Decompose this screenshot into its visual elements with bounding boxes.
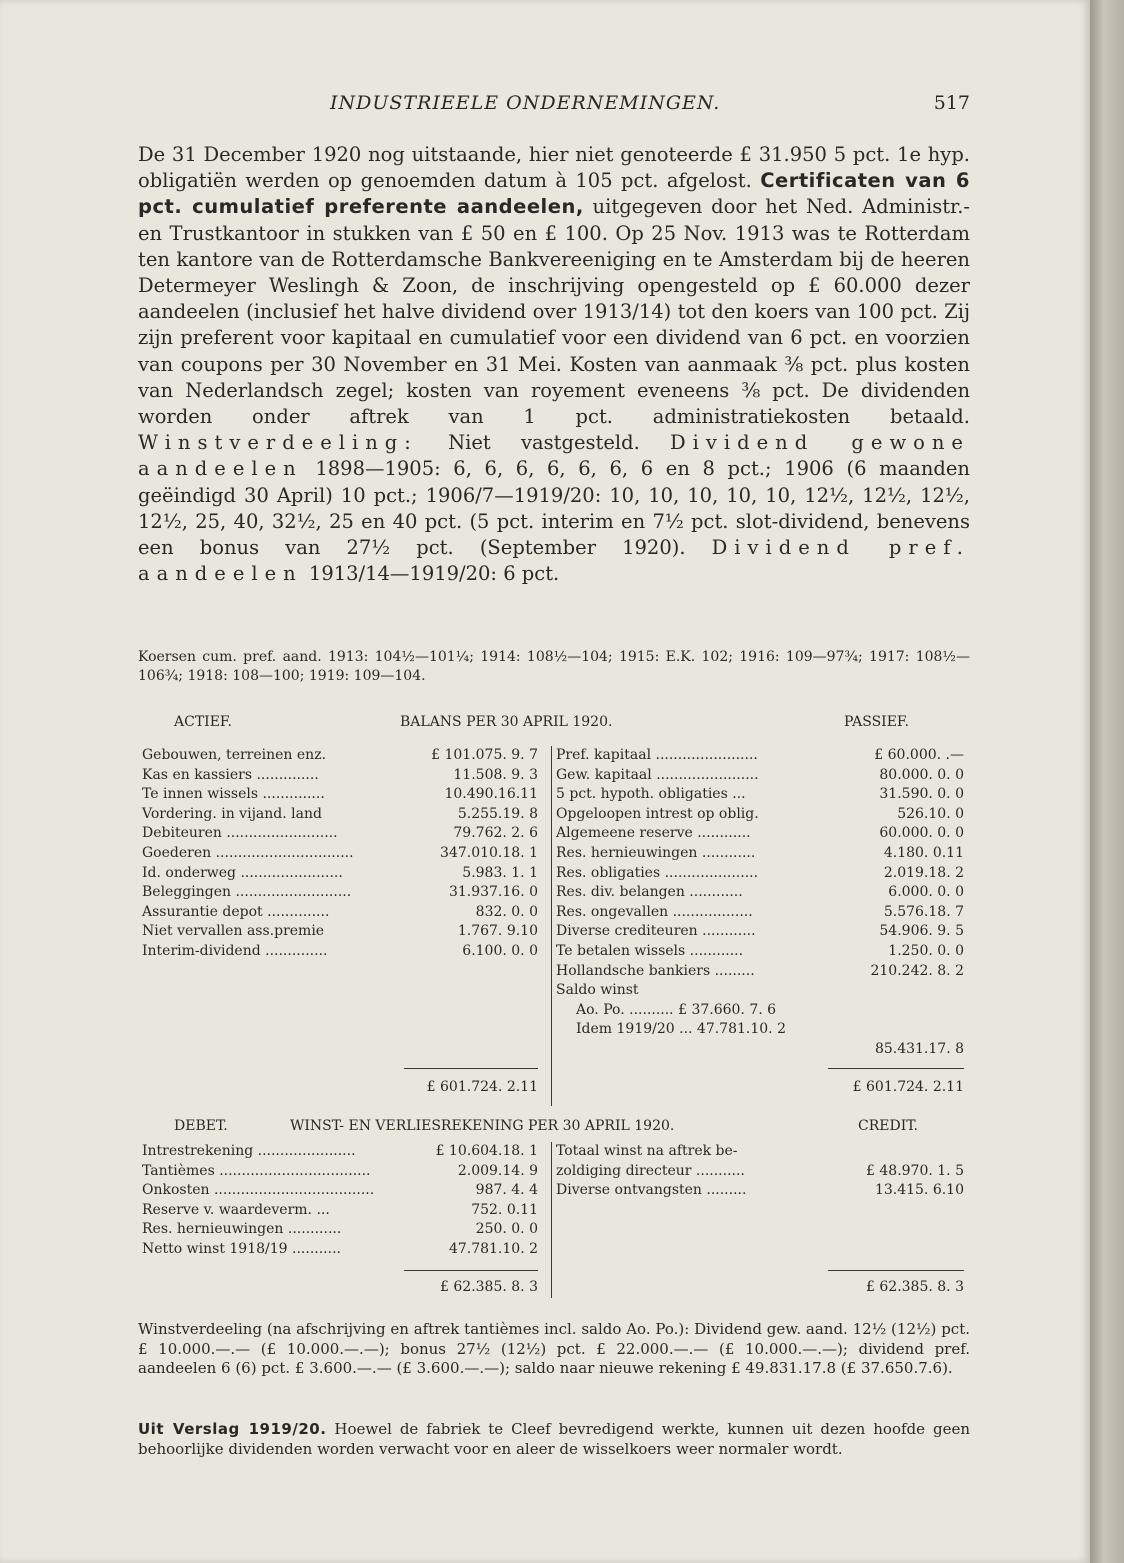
running-title: INDUSTRIEELE ONDERNEMINGEN. (330, 92, 721, 114)
passief-row-amount: 4.180. 0.11 (883, 844, 964, 861)
passief-row (556, 844, 964, 864)
passief-row-label: Res. hernieuwingen ............ (556, 844, 756, 861)
passief-row-label: Pref. kapitaal ....................... (556, 747, 758, 763)
body-paragraph (138, 142, 970, 587)
passief-row-label: Saldo winst (556, 982, 639, 999)
credit-row (556, 1181, 964, 1201)
debet-row (142, 1201, 538, 1221)
passief-row (556, 1040, 964, 1060)
passief-row (556, 903, 964, 923)
debet-row-amount: 250. 0. 0 (475, 1221, 538, 1238)
actief-row-label: Interim-dividend .............. (142, 942, 328, 959)
passief-row-amount: 54.906. 9. 5 (879, 923, 964, 940)
debet-heading: DEBET. (174, 1118, 228, 1134)
debet-total: £ 62.385. 8. 3 (440, 1279, 538, 1295)
passief-row (556, 785, 964, 805)
debet-row-amount: 47.781.10. 2 (448, 1240, 538, 1257)
credit-row (556, 1142, 964, 1162)
passief-row-amount: 2.019.18. 2 (883, 864, 964, 881)
credit-row-label: Diverse ontvangsten ......... (556, 1182, 747, 1199)
passief-row-amount: 6.000. 0. 0 (888, 884, 964, 901)
actief-row-label: Gebouwen, terreinen enz. (142, 747, 327, 763)
page-edge (1090, 0, 1124, 1563)
passief-row (556, 962, 964, 982)
actief-row (142, 785, 538, 805)
balance-sheet (138, 714, 970, 1104)
debet-row (142, 1142, 538, 1162)
passief-row (556, 864, 964, 884)
actief-row-amount: 11.508. 9. 3 (453, 766, 538, 783)
debet-row-label: Netto winst 1918/19 ........... (142, 1240, 341, 1257)
verslag-paragraph (138, 1420, 970, 1459)
koersen-paragraph: Koersen cum. pref. aand. 1913: 104½—101¼; 1914: 108½—104; 1915: E.K. 102; 1916: 109—97¾; 1917: 108½—106¾; 1918: 108—100; 1919: 109—104. (138, 649, 970, 684)
actief-row-label: Assurantie depot .............. (142, 903, 330, 920)
passief-row (556, 766, 964, 786)
actief-total: £ 601.724. 2.11 (426, 1079, 538, 1095)
credit-column (556, 1142, 964, 1201)
debet-row-amount: £ 10.604.18. 1 (435, 1143, 538, 1159)
passief-row-amount: 526.10. 0 (897, 805, 964, 822)
passief-row (556, 883, 964, 903)
actief-row-label: Beleggingen .......................... (142, 884, 352, 901)
profit-loss-account (138, 1118, 970, 1298)
actief-row-amount: 5.255.19. 8 (457, 805, 538, 822)
passief-row-label: Opgeloopen intrest op oblig. (556, 805, 759, 822)
actief-row (142, 766, 538, 786)
winstverdeeling-text: Niet vastgesteld. (417, 431, 671, 455)
actief-row (142, 844, 538, 864)
debet-column (142, 1142, 538, 1260)
passief-row-label: Te betalen wissels ............ (556, 942, 744, 959)
passief-row (556, 922, 964, 942)
debet-row-amount: 987. 4. 4 (475, 1182, 538, 1199)
body-text-1: De 31 December 1920 nog uitstaande, hier niet genoteerde £ 31.950 5 pct. 1e hyp. obligatiën werden op genoemden datum à 105 pct. afgelost. (138, 143, 970, 193)
dividend-pref-label: Dividend pref. aandeelen (138, 536, 970, 586)
body-text-2: uitgegeven door het Ned. Administr.- en Trustkantoor in stukken van £ 50 en £ 100. Op 25 Nov. 1913 was te Rotterdam ten kantore van de Rotterdamsche Bankvereeniging en te Amsterdam bij de heeren Determeyer Weslingh & Zoon, de inschrijving opengesteld op £ 60.000 dezer aandeelen (inclusief het halve dividend over 1913/14) tot den koers van 100 pct. Zij zijn preferent voor kapitaal en cumulatief voor een dividend van 6 pct. en voorzien van coupons per 30 November en 31 Mei. Kosten van aanmaak ⅜ pct. plus kosten van Nederlandsch zegel; kosten van royement eveneens ⅜ pct. De dividenden worden onder aftrek van 1 pct. administratiekosten betaald. (138, 195, 971, 429)
actief-row-amount: £ 101.075. 9. 7 (431, 747, 538, 763)
passief-row-amount: 31.590. 0. 0 (879, 786, 964, 803)
dividend-gewone-label: Dividend gewone aandeelen (138, 431, 970, 481)
actief-row-label: Vordering. in vijand. land (142, 805, 322, 822)
actief-row (142, 746, 538, 766)
credit-row-amount: 13.415. 6.10 (874, 1182, 964, 1199)
credit-row-label: Totaal winst na aftrek be- (556, 1143, 738, 1159)
passief-column (556, 746, 964, 1060)
actief-row (142, 864, 538, 884)
actief-row (142, 883, 538, 903)
actief-row-amount: 1.767. 9.10 (457, 923, 538, 940)
debet-row-amount: 752. 0.11 (471, 1201, 538, 1218)
actief-column (142, 746, 538, 962)
actief-row-label: Id. onderweg ....................... (142, 864, 343, 881)
profit-loss-header (138, 1118, 970, 1140)
passief-row-label: Res. obligaties ..................... (556, 864, 759, 881)
debet-row-label: Reserve v. waardeverm. ... (142, 1201, 330, 1218)
passief-row-label: Res. ongevallen .................. (556, 903, 753, 920)
passief-row (556, 981, 964, 1001)
dividend-pref-text: 1913/14—1919/20: 6 pct. (302, 562, 560, 586)
actief-row-amount: 5.983. 1. 1 (462, 864, 538, 881)
credit-heading: CREDIT. (858, 1118, 918, 1134)
profit-loss-title: WINST- EN VERLIESREKENING PER 30 APRIL 1920. (290, 1118, 675, 1134)
credit-row-label: zoldiging directeur ........... (556, 1162, 745, 1179)
debet-total-rule (404, 1270, 538, 1271)
actief-row-label: Niet vervallen ass.premie (142, 923, 325, 940)
debet-row-label: Tantièmes .................................. (142, 1162, 371, 1179)
actief-row-amount: 6.100. 0. 0 (462, 942, 538, 959)
passief-row-label: Hollandsche bankiers ......... (556, 962, 755, 979)
debet-row-amount: 2.009.14. 9 (457, 1162, 538, 1179)
passief-row (556, 1020, 964, 1040)
verslag-text: Hoewel de fabriek te Cleef bevredigend werkte, kunnen uit dezen hoofde geen behoorlijke dividenden worden verwacht voor en aleer de wisselkoers weer normaler wordt. (138, 1420, 970, 1458)
actief-row-label: Te innen wissels .............. (142, 786, 325, 803)
page-number: 517 (933, 92, 970, 114)
actief-row (142, 805, 538, 825)
column-divider (551, 1142, 552, 1298)
verslag-label: Uit Verslag 1919/20. (138, 1420, 327, 1438)
passief-row (556, 942, 964, 962)
balance-title: BALANS PER 30 APRIL 1920. (400, 714, 613, 730)
passief-total-rule (828, 1068, 964, 1069)
debet-row-label: Onkosten .................................... (142, 1182, 375, 1199)
actief-row (142, 942, 538, 962)
dividend-gewone-text: 1898—1905: 6, 6, 6, 6, 6, 6, 6 en 8 pct.; 1906 (6 maanden geëindigd 30 April) 10 pct.; 1906/7—1919/20: 10, 10, 10, 10, 10, 12½, 12½, 12½, 12½, 25, 40, 32½, 25 en 40 pct. (5 pct. interim en 7½ pct. slot-dividend, benevens een bonus van 27½ pct. (September 1920). (138, 457, 970, 560)
debet-row (142, 1181, 538, 1201)
passief-row (556, 1001, 964, 1021)
passief-row-label: Ao. Po. .......... £ 37.660. 7. 6 (576, 1001, 777, 1018)
passief-row-label: 5 pct. hypoth. obligaties ... (556, 786, 746, 803)
actief-row-amount: 347.010.18. 1 (440, 844, 538, 861)
actief-row-amount: 10.490.16.11 (444, 786, 538, 803)
winstverdeeling-label: Winstverdeeling: (138, 431, 418, 455)
credit-row-amount: £ 48.970. 1. 5 (866, 1162, 964, 1179)
actief-row-amount: 832. 0. 0 (475, 903, 538, 920)
passief-row (556, 746, 964, 766)
debet-row (142, 1162, 538, 1182)
actief-row (142, 922, 538, 942)
actief-heading: ACTIEF. (174, 714, 232, 730)
passief-row-amount: 80.000. 0. 0 (879, 766, 964, 783)
passief-row-label: Gew. kapitaal ....................... (556, 766, 759, 783)
actief-row-amount: 79.762. 2. 6 (453, 825, 538, 842)
passief-total: £ 601.724. 2.11 (852, 1079, 964, 1095)
credit-row (556, 1162, 964, 1182)
column-divider (551, 746, 552, 1106)
actief-total-rule (404, 1068, 538, 1069)
actief-row-label: Kas en kassiers .............. (142, 766, 319, 783)
passief-heading: PASSIEF. (844, 714, 909, 730)
actief-row-label: Debiteuren ......................... (142, 825, 338, 842)
balance-sheet-header (138, 714, 970, 736)
passief-row (556, 805, 964, 825)
actief-row-label: Goederen ............................... (142, 844, 354, 861)
credit-total: £ 62.385. 8. 3 (866, 1279, 964, 1295)
winstverdeeling-paragraph: Winstverdeeling (na afschrijving en aftrek tantièmes incl. saldo Ao. Po.): Dividend gew. aand. 12½ (12½) pct. £ 10.000.—.— (£ 10.000.—.—); bonus 27½ (12½) pct. £ 22.000.—.— (£ 10.000.—.—); dividend pref. aandeelen 6 (6) pct. £ 3.600.—.— (£ 3.600.—.—); saldo naar nieuwe rekening £ 49.831.17.8 (£ 37.650.7.6). (138, 1320, 970, 1377)
running-head (138, 92, 970, 118)
debet-row-label: Intrestrekening ...................... (142, 1143, 356, 1159)
credit-total-rule (828, 1270, 964, 1271)
actief-row (142, 824, 538, 844)
section-heading: Certificaten van 6 pct. cumulatief preferente aandeelen, (138, 169, 970, 219)
passief-row-amount: 210.242. 8. 2 (870, 962, 964, 979)
passief-row (556, 824, 964, 844)
passief-row-amount: 5.576.18. 7 (883, 903, 964, 920)
debet-row (142, 1220, 538, 1240)
actief-row-amount: 31.937.16. 0 (448, 884, 538, 901)
passief-row-amount: 1.250. 0. 0 (888, 942, 964, 959)
passief-row-label: Idem 1919/20 ... 47.781.10. 2 (576, 1021, 786, 1038)
debet-row-label: Res. hernieuwingen ............ (142, 1221, 342, 1238)
debet-row (142, 1240, 538, 1260)
actief-row (142, 903, 538, 923)
passief-row-amount: 60.000. 0. 0 (879, 825, 964, 842)
passief-row-label: Diverse crediteuren ............ (556, 923, 756, 940)
passief-row-label: Algemeene reserve ............ (556, 825, 751, 842)
passief-row-amount: £ 60.000. .— (874, 747, 964, 763)
passief-row-amount: 85.431.17. 8 (874, 1040, 964, 1057)
passief-row-label: Res. div. belangen ............ (556, 884, 743, 901)
